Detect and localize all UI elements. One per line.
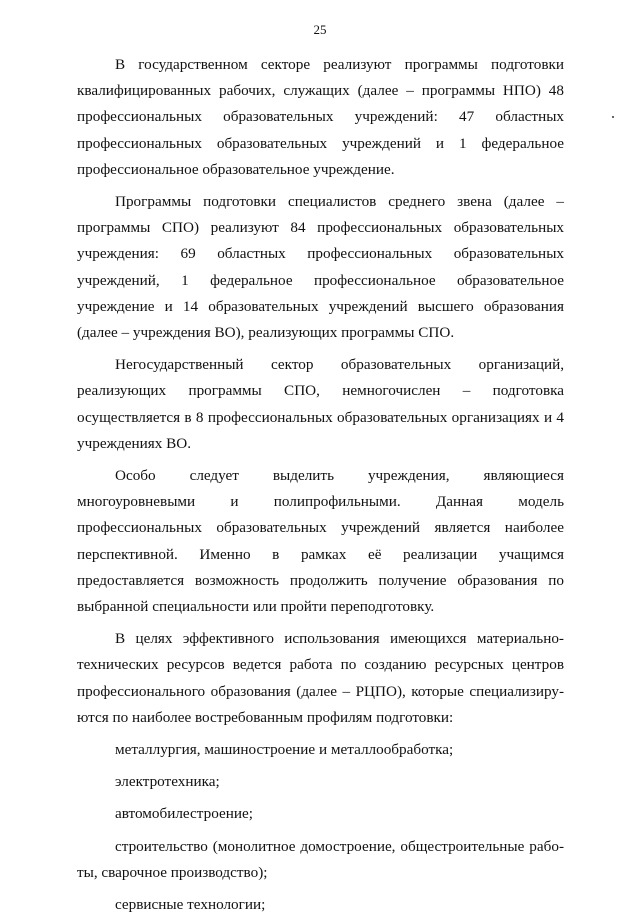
list-item: сервисные технологии; xyxy=(115,896,266,914)
paragraph-public-sector-npo: В государственном секторе реализуют программы подготовки квалифицированных рабочих, служащих (далее – программы НПО) 48 профессиональных образовательных учреждений: 47 областных профессиональных образовательных учреждений и 1 федеральное профессиональное образовательное учреждение. xyxy=(77,56,564,178)
paragraph-private-sector: Негосударственный сектор образовательных организаций, реализующих программы СПО, немногочислен – подготовка осуществляется в 8 профессиональных образовательных организациях и 4 учреждениях ВО. xyxy=(77,356,564,452)
list-item: строительство (монолитное домостроение, общестроительные работы, сварочное производство); xyxy=(77,837,564,881)
list-item: металлургия, машиностроение и металлообработка; xyxy=(115,741,454,759)
page-number: 25 xyxy=(313,22,327,37)
training-profiles-list xyxy=(77,737,564,918)
document-body xyxy=(77,52,564,924)
scan-speck xyxy=(612,116,614,118)
paragraph-spo-programs: Программы подготовки специалистов среднего звена (далее – программы СПО) реализуют 84 профессиональных образовательных учреждения: 69 областных профессиональных образовательных учреждений, 1 федеральное профессиональное образовательное учреждение и 14 образовательных учреждений высшего образования (далее – учреждения ВО), реализующих программы СПО. xyxy=(77,193,564,342)
paragraph-multilevel-institutions: Особо следует выделить учреждения, являющиеся многоуровневыми и полипрофильными. Данная модель профессиональных образовательных учреждений является наиболее перспективной. Именно в рамках её реализации учащимся предоставляется возможность продолжить получение образования по выбранной специальности или пройти переподготовку. xyxy=(77,467,564,616)
paragraph-resource-centers: В целях эффективного использования имеющихся материально-технических ресурсов ведется работа по созданию ресурсных центров профессионального образования (далее – РЦПО), которые специализируются по наиболее востребованным профилям подготовки: xyxy=(77,630,564,726)
list-item: электротехника; xyxy=(115,773,220,791)
list-item: автомобилестроение; xyxy=(115,805,253,823)
